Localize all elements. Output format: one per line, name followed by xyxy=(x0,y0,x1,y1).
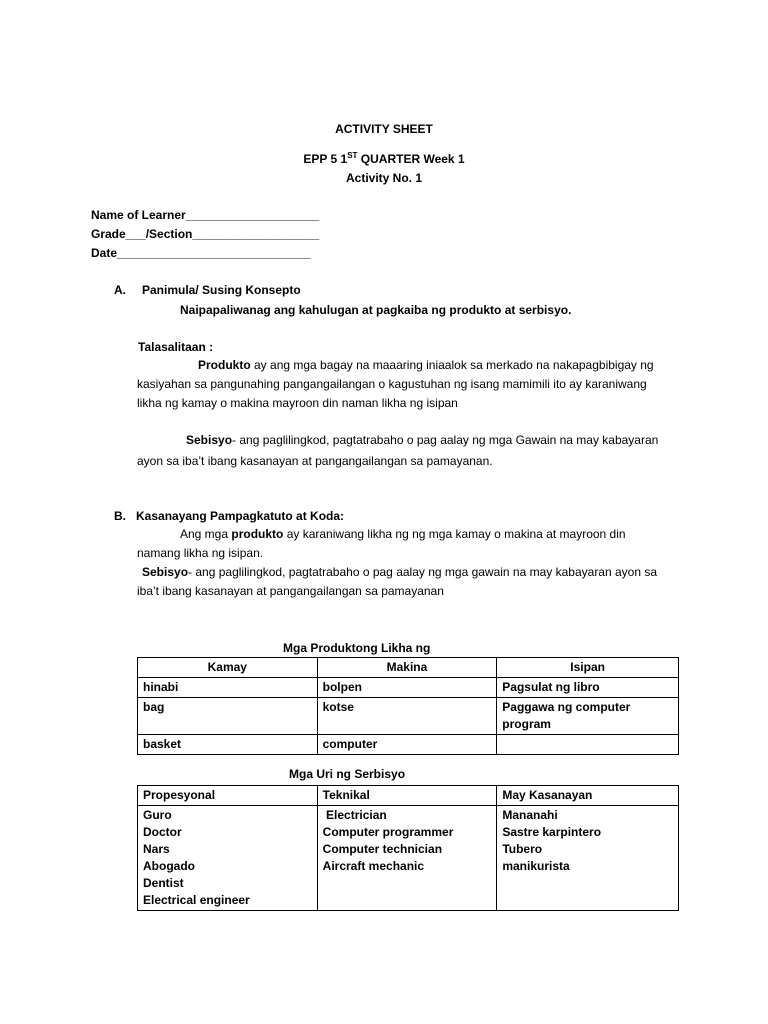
section-b-heading: Kasanayang Pampagkatuto at Koda: xyxy=(136,509,345,523)
section-b-p1-line-2: namang likha ng isipan. xyxy=(137,546,264,560)
produkto-def-1: ay ang mga bagay na maaaring iniaalok sa merkado na nakapagbibigay ng xyxy=(250,358,654,372)
list-item: Aircraft mechanic xyxy=(322,859,425,873)
services-table-header-row xyxy=(138,786,679,806)
subject-line-pre: EPP 5 1 xyxy=(303,152,348,166)
services-table xyxy=(137,785,679,911)
subject-line-post: QUARTER Week 1 xyxy=(357,152,465,166)
section-b-p2-line-1 xyxy=(142,565,657,579)
section-b-p1-term: produkto xyxy=(231,527,284,541)
list-item: Sastre karpintero xyxy=(502,825,602,839)
table-row xyxy=(138,678,679,698)
list-item: Electrical engineer xyxy=(143,893,250,907)
list-item: Electrician xyxy=(322,808,387,822)
name-field: Name of Learner____________________ xyxy=(91,208,320,222)
services-col-propesyonal xyxy=(138,806,318,911)
section-a-heading: Panimula/ Susing Konsepto xyxy=(142,283,301,297)
table-cell: bag xyxy=(138,698,318,735)
table-cell: kotse xyxy=(317,698,497,735)
section-b-p2-line-2: iba’t ibang kasanayan at pangangailangan sa pamayanan xyxy=(137,584,444,598)
subject-line xyxy=(0,152,768,166)
products-header-makina: Makina xyxy=(317,658,497,678)
section-b-letter: B. xyxy=(114,509,126,523)
section-b-p1-pre: Ang mga xyxy=(180,527,232,541)
section-b-p1-line-1 xyxy=(180,527,626,541)
sheet-title: ACTIVITY SHEET xyxy=(335,122,433,136)
sebisyo-term: Sebisyo xyxy=(186,433,233,447)
table-cell: computer xyxy=(317,735,497,755)
list-item: Abogado xyxy=(143,859,195,873)
services-header-propesyonal: Propesyonal xyxy=(138,786,318,806)
list-item: Guro xyxy=(143,808,172,822)
table2-caption: Mga Uri ng Serbisyo xyxy=(289,767,406,781)
products-header-kamay: Kamay xyxy=(138,658,318,678)
list-item: Tubero xyxy=(502,842,543,856)
list-item: Doctor xyxy=(143,825,182,839)
list-item: Computer technician xyxy=(322,842,443,856)
sebisyo-line-2: ayon sa iba’t ibang kasanayan at pangangailangan sa pamayanan. xyxy=(137,454,493,468)
table-cell: bolpen xyxy=(317,678,497,698)
produkto-term: Produkto xyxy=(198,358,251,372)
table-cell: hinabi xyxy=(138,678,318,698)
sebisyo-def-1: - ang paglilingkod, pagtatrabaho o pag aalay ng mga Gawain na may kabayaran xyxy=(232,433,659,447)
produkto-line-2: kasiyahan sa pangunahing pangangailangan o kagustuhan ng isang mamimili ito ay karaniwang xyxy=(137,377,647,391)
services-header-may-kasanayan: May Kasanayan xyxy=(497,786,679,806)
services-header-teknikal: Teknikal xyxy=(317,786,497,806)
list-item: Computer programmer xyxy=(322,825,454,839)
services-col-may-kasanayan xyxy=(497,806,679,911)
section-b-p2-term: Sebisyo xyxy=(142,565,189,579)
list-item: Dentist xyxy=(143,876,184,890)
services-col-teknikal xyxy=(317,806,497,911)
products-header-isipan: Isipan xyxy=(497,658,679,678)
talasalitaan-label: Talasalitaan : xyxy=(138,340,214,354)
table-row xyxy=(138,735,679,755)
produkto-line-3: likha ng kamay o makina mayroon din naman likha ng isipan xyxy=(137,396,458,410)
date-field: Date_____________________________ xyxy=(91,246,311,260)
grade-section-field: Grade___/Section___________________ xyxy=(91,227,320,241)
activity-number: Activity No. 1 xyxy=(345,171,423,185)
section-b-p1-post: ay karaniwang likha ng ng mga kamay o makina at mayroon din xyxy=(283,527,626,541)
products-table-header-row xyxy=(138,658,679,678)
section-a-objective: Naipapaliwanag ang kahulugan at pagkaiba ng produkto at serbisyo. xyxy=(180,303,572,317)
produkto-line-1 xyxy=(198,358,654,372)
table1-caption: Mga Produktong Likha ng xyxy=(283,641,431,655)
table-row xyxy=(138,806,679,911)
subject-line-sup: ST xyxy=(347,151,358,160)
list-item: Mananahi xyxy=(502,808,558,822)
products-table xyxy=(137,657,679,755)
table-row xyxy=(138,698,679,735)
list-item: manikurista xyxy=(502,859,570,873)
section-b-p2-def: - ang paglilingkod, pagtatrabaho o pag aalay ng mga gawain na may kabayaran ayon sa xyxy=(188,565,658,579)
sebisyo-line-1 xyxy=(186,433,658,447)
list-item: Nars xyxy=(143,842,170,856)
table-cell: basket xyxy=(138,735,318,755)
table-cell: Paggawa ng computer program xyxy=(497,698,679,735)
table-cell: Pagsulat ng libro xyxy=(497,678,679,698)
table-cell xyxy=(497,735,679,755)
section-a-letter: A. xyxy=(114,283,126,297)
